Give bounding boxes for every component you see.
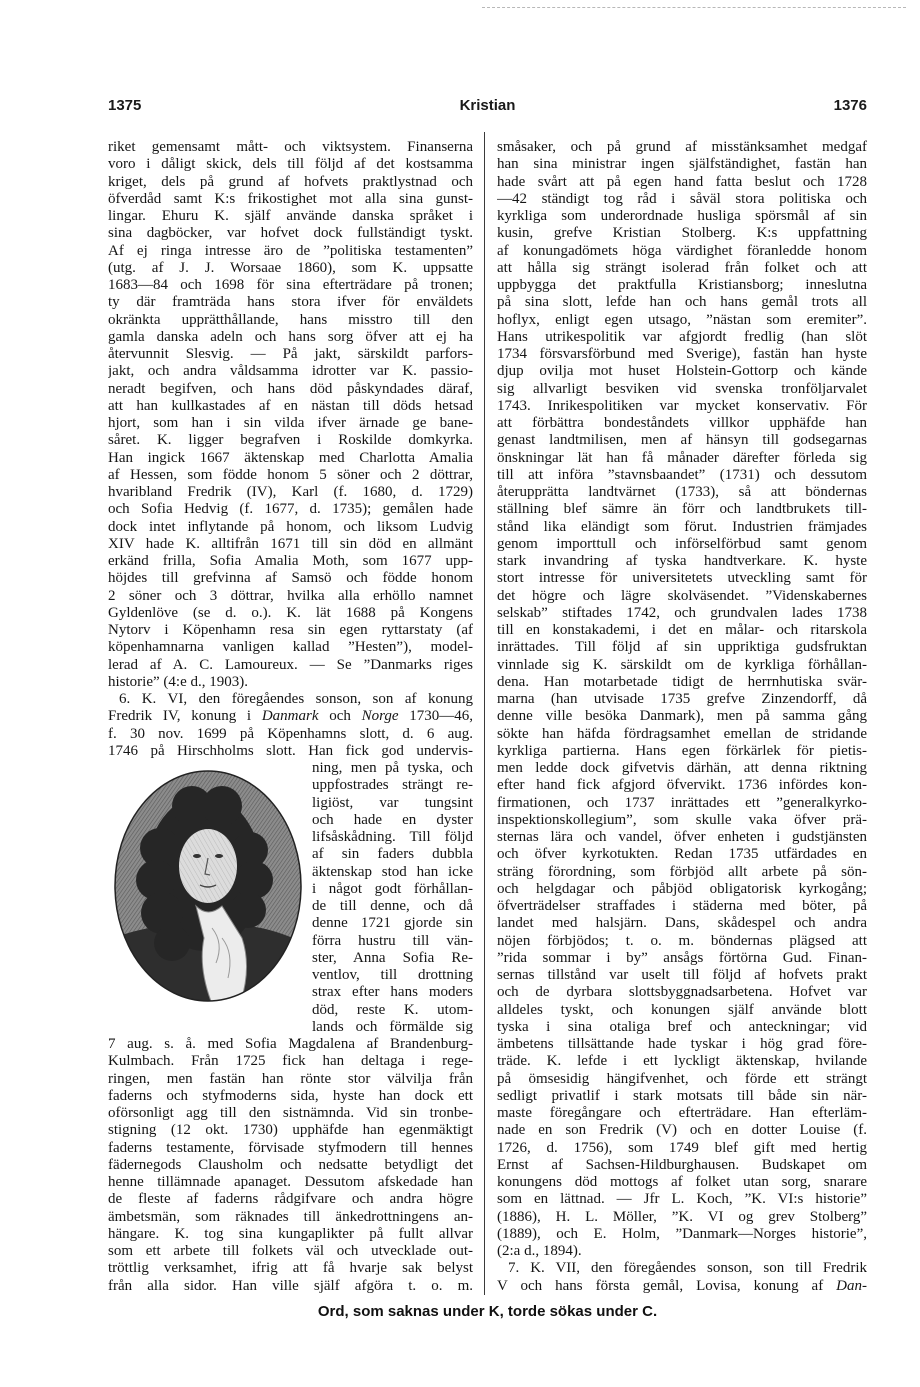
italic-text: Danmark — [261, 708, 319, 725]
text-line: ventlov, till drottning — [312, 967, 473, 983]
text-line: uppbygga det praktfulla Kristiansborg; inneslutna — [497, 277, 867, 293]
text-line: denne 1721 gjorde sin — [312, 915, 473, 932]
text-line: oförsonligt agg till den sistnämnda. Vid sin tronbe- — [108, 1105, 473, 1121]
text-line: uppfostrades strängt re- — [312, 777, 473, 794]
text-line: att hålla sig strängt isolerad från folket och att — [497, 259, 867, 276]
text-line: på ömsesidig hängifvenhet, och förde ett strängt — [497, 1070, 867, 1087]
text-line: voro i dåligt skick, dels till följd af det kostsamma — [108, 156, 473, 173]
text-line: inrättades. Till följd af sin uppriktiga gudsfruktan — [497, 639, 867, 656]
page-number-right: 1376 — [833, 96, 867, 114]
text-line: stark invandring af tyska handtverkare. K. hyste — [497, 553, 867, 569]
text-line: kusin, grefve Kristian Stolberg. K:s uppfattning — [497, 225, 867, 242]
text-line: marna (han utvisade 1735 grefve Zinzendorff, då — [497, 691, 867, 707]
text-line: genom importtull och införselförbud samt genom — [497, 535, 867, 552]
text-line: stort intresse för universitetets utveckling samt för — [497, 570, 867, 587]
text-line: lingar. Ehuru K. själf använde danska språket i — [108, 208, 473, 224]
text-line: att han kullkastades af en nästan till döds hetsad — [108, 397, 473, 414]
text-line: hvaribland Fredrik (IV), Karl (f. 1680, d. 1729) — [108, 484, 473, 500]
text-line: sträng förordning, som förbjöd allt arbete på sön- — [497, 863, 867, 880]
text-line: såret. K. ligger begrafven i Roskilde domkyrka. — [108, 432, 473, 449]
text-line: hjort, som han i sin vilda ifver ärnade ge bane- — [108, 415, 473, 431]
text-line: 2 söner och 3 döttrar, hvilka alla erhöllo namnet — [108, 587, 473, 604]
text-line: jakt, och andra våldsamma idrotter var K. passio- — [108, 363, 473, 380]
text-line: Gyldenlöve (se d. o.). K. lät 1688 på Kongens — [108, 604, 473, 621]
text-line: återupprätta landtvärnet (1733), så att böndernas — [497, 484, 867, 500]
text-line: f. 30 nov. 1699 på Köpenhamns slott, d. 6 aug. — [108, 725, 473, 742]
text-line: selskab” stiftades 1742, och grundvalen lades 1738 — [497, 604, 867, 621]
text-line: vinnlade sig K. särskildt om de kyrkliga förhållan- — [497, 656, 867, 673]
text-line: konungens död mottogs af folket utan sorg, snarare — [497, 1174, 867, 1190]
text-line: stigning (12 okt. 1730) upphäfde han egenmäktigt — [108, 1122, 473, 1139]
text-line: 1683—84 och 1698 för sina efterträdare på tronen; — [108, 277, 473, 293]
text-line: (utg. af J. J. Worsaae 1860), som K. uppsatte — [108, 259, 473, 276]
text-line: hade svårt att på egen hand fatta beslut och 1728 — [497, 173, 867, 190]
portrait-engraving — [112, 768, 304, 1004]
text-line: som en lättnad. — Jfr L. Koch, ”K. VI:s historie” — [497, 1191, 867, 1208]
text-line: af konungadömets höga värdighet föranledde honom — [497, 242, 867, 259]
text-line: hoflyx, enligt egen utsago, ”nästan som eremiter”. — [497, 311, 867, 328]
text-line: och öfver kyrkotukten. Redan 1735 utfärdades en — [497, 846, 867, 863]
text-line: stånd lika eländigt som förut. Industrien främjades — [497, 518, 867, 535]
text-line: 6. K. VI, den föregåendes sonson, son af konung — [119, 691, 473, 707]
text-line: af Hessen, som födde honom 5 söner och 2 döttrar, — [108, 466, 473, 483]
text-line: han sina ministrar ingen själfständighet, fastän han — [497, 156, 867, 173]
text-line: till att införa ”stavnsbaandet” (1731) och dessutom — [497, 466, 867, 483]
text-line: 7 aug. s. å. med Sofia Magdalena af Brandenburg- — [108, 1036, 473, 1052]
page-number-left: 1375 — [108, 96, 142, 114]
text-line: hängare. K. tog sina kungaplikter på fullt allvar — [108, 1225, 473, 1242]
text-segment: 1730—46, — [398, 708, 473, 725]
text-line: som ett arbete till folkets väl och utvecklade out- — [108, 1243, 473, 1259]
text-line: ligiöst, var tungsint — [312, 794, 473, 811]
text-line: sig allvarligt besviken vid svenska tronföljarvalet — [497, 380, 867, 397]
text-line: historie” (4:e d., 1903). — [108, 673, 248, 690]
footer-note: Ord, som saknas under K, torde sökas under C. — [317, 1303, 658, 1320]
text-line: ”rida sommar i by” ansågs förtörna Gud. Finan- — [497, 949, 867, 966]
text-line: (2:a d., 1894). — [497, 1243, 582, 1259]
text-line: efter hand fick afgjord öfvervikt. 1736 infördes kon- — [497, 777, 867, 794]
text-line: nade en son Fredrik (V) och en dotter Louise (f. — [497, 1122, 867, 1139]
text-line: till en konstakademi, i det en målar- och ritarskola — [497, 622, 867, 638]
text-line: återvunnit Slesvig. — På jakt, särskildt parfors- — [108, 346, 473, 362]
text-line: djup ovilja mot huset Holstein-Gottorp och kände — [497, 363, 867, 380]
text-line: af sin faders dubbla — [312, 846, 473, 863]
text-line: fädernegods Clausholm och nedsatte betydligt det — [108, 1156, 473, 1173]
text-line: tröttlig verksamhet, ifrig att få hvarje sak belyst — [108, 1260, 473, 1277]
text-line: maste föregångare och efterträdare. Han efterläm- — [497, 1105, 867, 1121]
text-line: ning, men på tyska, och — [312, 760, 473, 776]
text-line: Kulmbach. Från 1725 fick han deltaga i rege- — [108, 1053, 473, 1070]
text-line: sternas lära och vandel, öfver enheten i gudstjänsten — [497, 829, 867, 845]
text-line: småsaker, och på grund af misstänksamhet medgaf — [497, 139, 867, 155]
text-line: lifsåskådning. Till följd — [312, 829, 473, 845]
text-line: neradt begifven, och hans död påskyndades däraf, — [108, 380, 473, 397]
running-head-title: Kristian — [459, 96, 516, 114]
text-line: strax efter hans moders — [312, 984, 473, 1001]
text-line: 1734 försvarsförbund med Sverige), fastän han hyste — [497, 346, 867, 362]
text-line: på sina slott, lefde han och hans gemål trots all — [497, 294, 867, 311]
text-line: men ledde dock gifvetvis därhän, att denna riktning — [497, 760, 867, 776]
text-segment: V och hans första gemål, Lovisa, konung af — [497, 1277, 837, 1294]
text-line: och hade en dyster — [312, 811, 473, 828]
text-line: död, reste K. utom- — [312, 1001, 473, 1018]
text-segment: Fredrik IV, konung i — [108, 708, 262, 725]
text-line: Af ej ringa intresse äro de ”politiska testamenten” — [108, 242, 473, 259]
text-line: okränkta upprätthållande, hans misstro till den — [108, 311, 473, 328]
text-line: Hans utrikespolitik var afgjordt fredlig (han slöt — [497, 328, 867, 345]
text-line: kyrkliga som underordnade husliga spörsmål af sin — [497, 208, 867, 224]
text-line: ty där framträda hans stora ifver för enväldets — [108, 294, 473, 311]
text-line: denne ville besöka Danmark), men på samma gång — [497, 708, 867, 725]
text-line: henne tillämnade apanaget. Dessutom afskedade han — [108, 1174, 473, 1190]
text-line: 1746 på Hirschholms slott. Han fick god undervis- — [108, 742, 473, 759]
italic-text: Norge — [361, 708, 399, 725]
text-segment: och — [318, 708, 362, 725]
text-line: sedligt privatlif i stark motsats till både sin när- — [497, 1087, 867, 1104]
text-line: att förbättra bondeståndets villkor upphäfde han — [497, 415, 867, 431]
text-line: kriget, dels på grund af hofvets praktlystnad och — [108, 173, 473, 190]
text-line: de fleste af faderns rådgifvare och andra högre — [108, 1191, 473, 1208]
text-line: kyrkliga partierna. Hans egen förkärlek för pietis- — [497, 742, 867, 759]
scan-edge-artifact — [482, 7, 906, 8]
text-line: Nytorv i Köpenhamn resa sin egen ryttarstaty (af — [108, 622, 473, 638]
text-line: köpenhamnarna vanligen kallad ”Hesten”), model- — [108, 639, 473, 656]
text-line: (1886), H. L. Möller, ”K. VI og grev Stolberg” — [497, 1208, 867, 1225]
text-line: riket gemensamt mått- och viktsystem. Finanserna — [108, 139, 473, 155]
text-line: och Sofia Hedvig (f. 1677, d. 1735); gemålen hade — [108, 501, 473, 518]
text-line — [497, 1278, 867, 1295]
text-line: faderns testamente, förvisade styfmodern till hennes — [108, 1139, 473, 1156]
text-line: det högre och lägre skolväsendet. ”Videnskabernes — [497, 587, 867, 604]
text-line: —42 ständigt tog råd i såväl stora politiska och — [497, 190, 867, 207]
text-line: ämbetsmän, som räknades till änkedrottningens an- — [108, 1208, 473, 1225]
text-line: Ernst af Sachsen-Hildburghausen. Budskapet om — [497, 1156, 867, 1173]
text-line: ämbetens tillsättande hade tyskar i hög grad före- — [497, 1036, 867, 1052]
text-line: gamla danska adeln och hans sorg öfver att ej ha — [108, 328, 473, 345]
text-line: faderns och styfmoderns sida, hyste han dock ett — [108, 1087, 473, 1104]
text-line: dena. Han motarbetade tidigt de herrnhutiska svär- — [497, 673, 867, 690]
text-line: ställning blef sämre än förr och landtbrukets till- — [497, 501, 867, 518]
text-line: önskningar lät han få månader därefter förleda sig — [497, 449, 867, 466]
page-header — [108, 95, 867, 115]
text-line: sernas tillstånd var uselt till följd af hofvets prakt — [497, 967, 867, 983]
column-left — [108, 139, 473, 1295]
text-line: lerad af A. C. Lamoureux. — Se ”Danmarks riges — [108, 656, 473, 673]
text-line: dock intet inflytande på honom, och liksom Ludvig — [108, 518, 473, 535]
text-line: öfverdåd samt K:s frikostighet mot alla sina gunst- — [108, 190, 473, 207]
italic-text: Dan- — [836, 1277, 867, 1294]
text-line: ster, Anna Sofia Re- — [312, 949, 473, 966]
column-divider — [484, 132, 485, 1295]
text-line: XIV hade K. alltifrån 1671 till sin död en allmänt — [108, 535, 473, 552]
text-line: och helgdagar och påbjöd obligatorisk kyrkogång; — [497, 880, 867, 897]
text-line: sina dagböcker, var hofvet dock fullständigt tyskt. — [108, 225, 473, 242]
text-line: inspektionskollegium”, som skulle vaka öfver prä- — [497, 811, 867, 828]
text-line: i något godt förhållan- — [312, 880, 473, 897]
text-line: ringen, men fastän han rönte stor välvilja från — [108, 1070, 473, 1087]
text-line: förra hustru till vän- — [312, 932, 473, 949]
text-line: firmationen, och 1737 inrättades ett ”generalkyrko- — [497, 794, 867, 811]
text-line: erkänd frilla, Sofia Amalia Moth, som 1677 upp- — [108, 553, 473, 569]
text-line: tyska i sina otaliga bref och anteckningar; vid — [497, 1018, 867, 1035]
text-line: öfverträdelser straffades i städerna med böter, på — [497, 898, 867, 914]
text-line: 1726, d. 1756), som 1749 blef gift med hertig — [497, 1139, 867, 1156]
text-line: sökte han häfda fördragsamhet emellan de stridande — [497, 725, 867, 742]
text-line: äktenskap stod han icke — [312, 863, 473, 880]
text-line — [108, 708, 473, 725]
text-line: från alla sidor. Han ville själf afgöra t. o. m. — [108, 1277, 473, 1294]
text-line: 7. K. VII, den föregåendes sonson, son till Fredrik — [508, 1260, 867, 1277]
text-line: de till denne, och då — [312, 898, 473, 914]
column-right — [497, 139, 867, 1295]
text-line: och de dyrbara slottsbyggnadsarbetena. Hofvet var — [497, 984, 867, 1001]
text-line: alldeles tyskt, och konungen själf använde blott — [497, 1001, 867, 1018]
text-line: lands och förmälde sig — [312, 1018, 473, 1035]
text-line: genast landtmilisen, men af hänsyn till godsegarnas — [497, 432, 867, 449]
text-line: träde. K. lefde i ett lyckligt äktenskap, hvilande — [497, 1053, 867, 1070]
text-line: nöjen förbjödos; t. o. m. böndernas plägsed att — [497, 932, 867, 949]
portrait-face — [179, 829, 237, 903]
text-line: landet med halsjärn. Dans, skådespel och andra — [497, 915, 867, 932]
text-line: höjdes till grefvinna af Samsö och födde honom — [108, 570, 473, 587]
text-line: 1743. Inrikespolitiken var mycket konservativ. För — [497, 397, 867, 414]
text-line: (1889), och E. Holm, ”Danmark—Norges historie”, — [497, 1225, 867, 1242]
text-line: Han ingick 1667 äktenskap med Charlotta Amalia — [108, 449, 473, 466]
